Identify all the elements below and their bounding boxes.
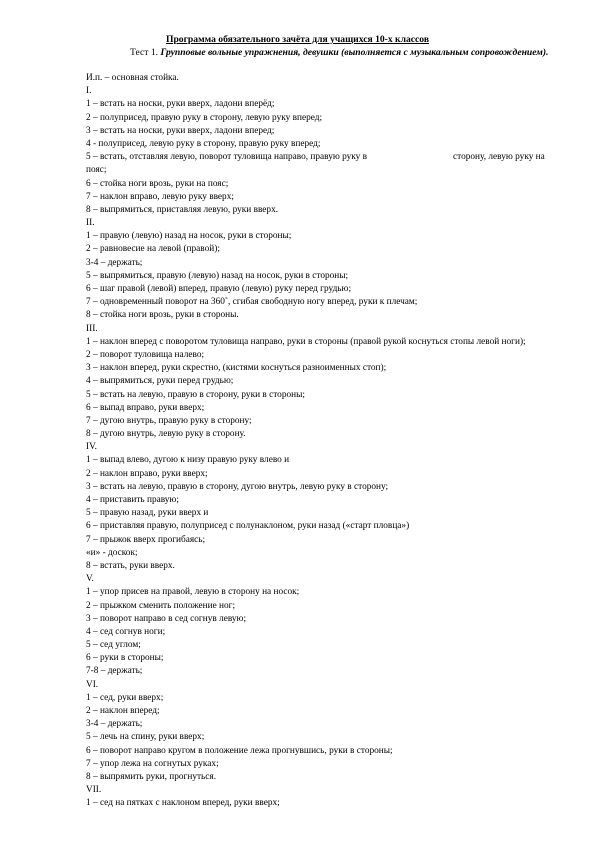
exercise-step: 5 – сед углом;: [86, 640, 141, 651]
exercise-step: 2 – полуприсед, правую руку в сторону, левую руку вперед;: [86, 112, 323, 123]
page-title: Программа обязательного зачёта для учащихся 10-х классов: [165, 34, 430, 45]
exercise-step-part: 5 – встать, отставляя левую, поворот туловища направо, правую руку в: [86, 152, 368, 163]
exercise-step: 7 – наклон вправо, левую руку вверх;: [86, 191, 234, 202]
exercise-step: 2 – прыжком сменить положение ног;: [86, 600, 236, 611]
test-description: Групповые вольные упражнения, девушки (выполняется с музыкальным сопровождением).: [160, 47, 549, 58]
exercise-step: 5 – правую назад, руки вверх и: [86, 508, 209, 519]
exercise-step: [86, 151, 556, 177]
exercise-step: 1 – встать на носки, руки вверх, ладони вперёд;: [86, 99, 275, 110]
exercise-step: 1 – упор присев на правой, левую в сторону на носок;: [86, 587, 300, 598]
exercise-step: 2 – наклон вправо, руки вверх;: [86, 468, 208, 479]
exercise-step: 4 – выпрямиться, руки перед грудью;: [86, 376, 234, 387]
exercise-step: 1 – сед, руки вверх;: [86, 692, 164, 703]
exercise-step: 8 – дугою внутрь, левую руку в сторону.: [86, 429, 246, 440]
exercise-step: 6 – поворот направо кругом в положение лежа прогнувшись, руки в стороны;: [86, 745, 393, 756]
exercise-step: 7-8 – держать;: [86, 666, 143, 677]
exercise-step: 8 – стойка ноги врозь, руки в стороны.: [86, 310, 239, 321]
exercise-step: 8 – встать, руки вверх.: [86, 560, 175, 571]
section-numeral: VII.: [86, 785, 102, 796]
exercise-step: 5 – выпрямиться, правую (левую) назад на носок, руки в стороны;: [86, 270, 349, 281]
section-numeral: V.: [86, 574, 94, 585]
exercise-step: 7 – дугою внутрь, правую руку в сторону;: [86, 415, 252, 426]
exercise-step: 7 – одновременный поворот на 360˚, сгибая свободную ногу вперед, руки к плечам;: [86, 297, 418, 308]
exercise-step: 2 – наклон вперед;: [86, 706, 160, 717]
section-numeral: IV.: [86, 442, 97, 453]
exercise-step: 6 – выпад вправо, руки вверх;: [86, 402, 205, 413]
exercise-step: 3-4 – держать;: [86, 719, 143, 730]
section-numeral: I.: [86, 86, 92, 97]
exercise-step: 4 – сед согнув ноги;: [86, 626, 166, 637]
exercise-step: 7 – прыжок вверх прогибаясь;: [86, 534, 206, 545]
section-numeral: VI.: [86, 679, 99, 690]
exercise-step: 1 – правую (левую) назад на носок, руки в стороны;: [86, 231, 292, 242]
exercise-step: 2 – поворот туловища налево;: [86, 349, 205, 360]
exercise-step: 5 – встать на левую, правую в сторону, руки в стороны;: [86, 389, 305, 400]
exercise-step: 6 – руки в стороны;: [86, 653, 164, 664]
exercise-step: 4 – приставить правую;: [86, 495, 179, 506]
exercise-step: 6 – шаг правой (левой) вперед, правую (левую) руку перед грудью;: [86, 284, 352, 295]
exercise-step: 8 – выпрямиться, приставляя левую, руки вверх.: [86, 204, 279, 215]
exercise-step: 2 – равновесие на левой (правой);: [86, 244, 220, 255]
section-numeral: III.: [86, 323, 98, 334]
test-label: Тест 1.: [130, 47, 159, 58]
exercise-step: 1 – наклон вперед с поворотом туловища направо, руки в стороны (правой рукой коснуться стопы левой ноги);: [86, 336, 526, 347]
exercise-step: 3 – встать на носки, руки вверх, ладони вперед;: [86, 125, 275, 136]
initial-position: И.п. – основная стойка.: [86, 73, 179, 83]
exercise-step: 8 – выпрямить руки, прогнуться.: [86, 771, 217, 782]
exercise-step: 3-4 – держать;: [86, 257, 143, 268]
exercise-step: 7 – упор лежа на согнутых руках;: [86, 758, 219, 769]
section-numeral: II.: [86, 218, 95, 229]
exercise-step-part: сторону, левую руку на пояс;: [86, 152, 545, 176]
exercise-step: 3 – поворот направо в сед согнув левую;: [86, 613, 247, 624]
exercise-step: 1 – выпад влево, дугою к низу правую руку влево и: [86, 455, 290, 466]
exercise-step: «и» - доскок;: [86, 547, 138, 558]
exercise-step: 6 – стойка ноги врозь, руки на пояс;: [86, 178, 229, 189]
exercise-step: 3 – встать на левую, правую в сторону, дугою внутрь, левую руку в сторону;: [86, 481, 389, 492]
exercise-step: 4 - полуприсед, левую руку в сторону, правую руку вперед;: [86, 138, 321, 149]
exercise-step: 1 – сед на пятках с наклоном вперед, руки вверх;: [86, 798, 280, 809]
exercise-step: 3 – наклон вперед, руки скрестно, (кистями коснуться разноименных стоп);: [86, 363, 387, 374]
exercise-step: 6 – приставляя правую, полуприсед с полунаклоном, руки назад («старт пловца»): [86, 521, 410, 532]
exercise-step: 5 – лечь на спину, руки вверх;: [86, 732, 205, 743]
exercise-list: [86, 72, 556, 811]
test-subtitle: [86, 46, 556, 59]
